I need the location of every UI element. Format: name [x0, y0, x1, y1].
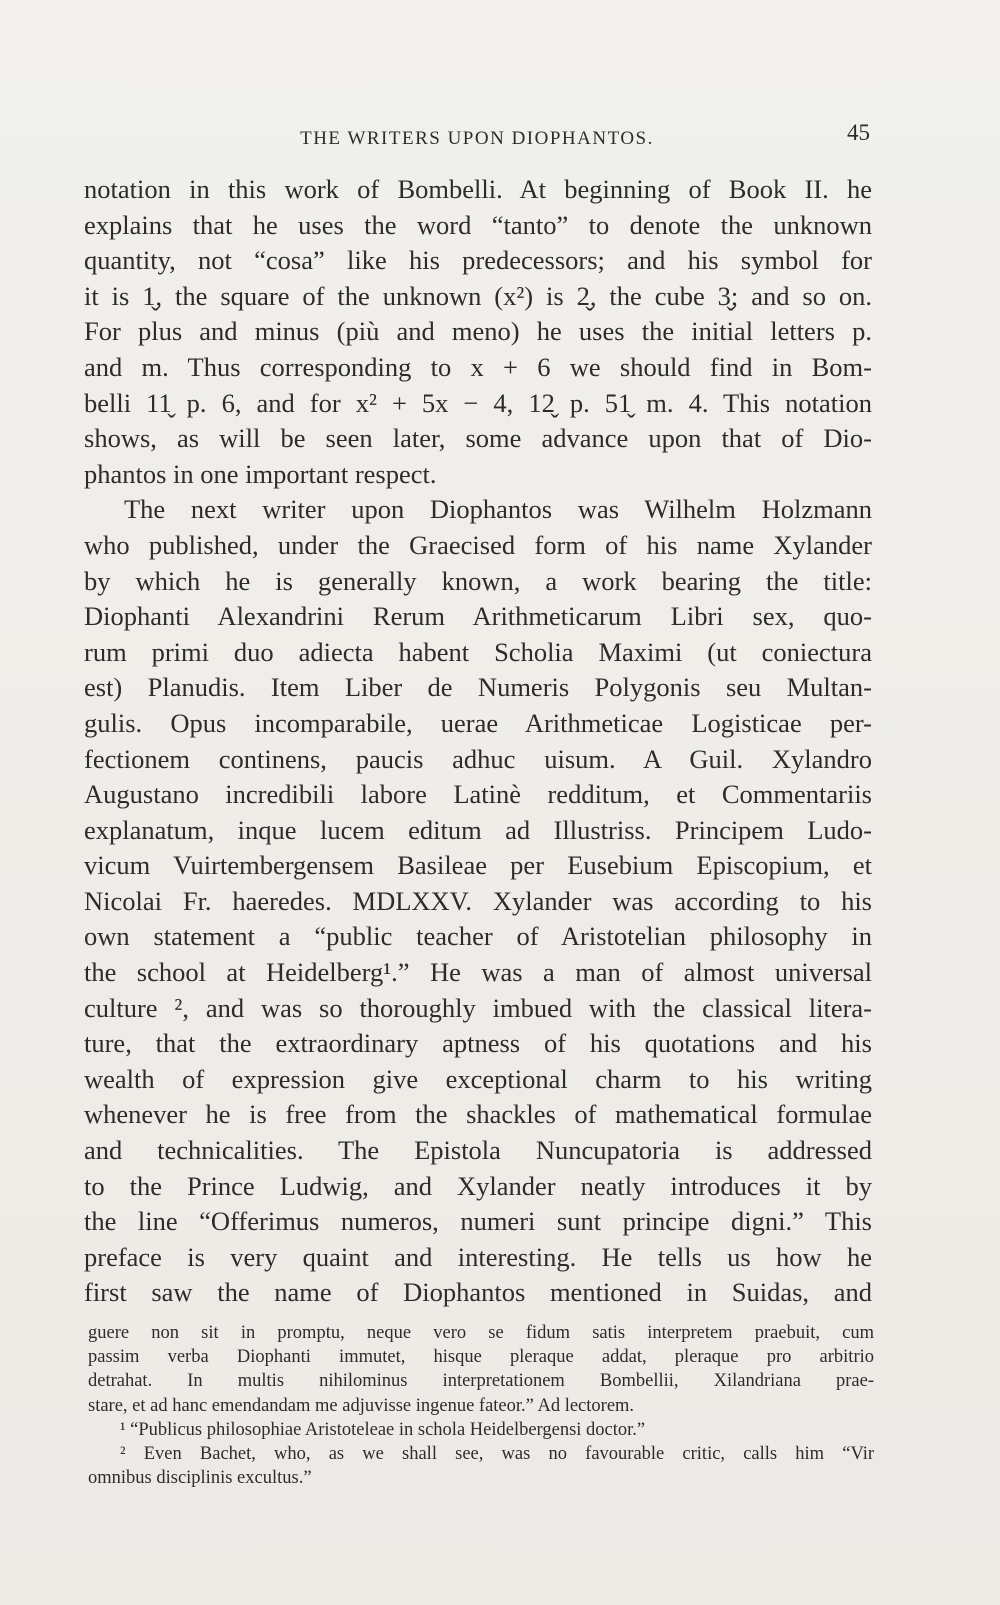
- text-line: and m. Thus corresponding to x + 6 we should find in Bom-: [84, 351, 872, 382]
- text-line: rum primi duo adiecta habent Scholia Maximi (ut coniectura: [84, 636, 872, 667]
- text-line: belli 11̬ p. 6, and for x² + 5x − 4, 12̬ p. 51̬ m. 4. This notation: [84, 387, 872, 418]
- text-line: notation in this work of Bombelli. At beginning of Book II. he: [84, 174, 872, 204]
- page-number: 45: [847, 120, 870, 145]
- footnote-line: detrahat. In multis nihilominus interpretationem Bombellii, Xilandriana prae-: [88, 1371, 874, 1392]
- footnote-1: ¹ “Publicus philosophiae Aristoteleae in schola Heidelbergensi doctor.”: [120, 1419, 646, 1440]
- running-title: THE WRITERS UPON DIOPHANTOS.: [300, 128, 654, 149]
- text-line: the school at Heidelberg¹.” He was a man of almost universal: [84, 957, 872, 988]
- text-line: to the Prince Ludwig, and Xylander neatly introduces it by: [84, 1170, 872, 1201]
- footnotes: [88, 1321, 874, 1490]
- text-line: gulis. Opus incomparabile, uerae Arithmeticae Logisticae per-: [84, 707, 872, 738]
- footnote-line: stare, et ad hanc emendandam me adjuvisse ingenue fateor.” Ad lectorem.: [88, 1395, 635, 1416]
- text-line: ture, that the extraordinary aptness of his quotations and his: [84, 1028, 872, 1059]
- text-line: explains that he uses the word “tanto” to denote the unknown: [84, 209, 872, 240]
- text-line: Nicolai Fr. haeredes. MDLXXV. Xylander was according to his: [84, 885, 872, 916]
- text-line: vicum Vuirtembergensem Basileae per Eusebium Episcopium, et: [84, 850, 872, 881]
- text-line: The next writer upon Diophantos was Wilhelm Holzmann: [124, 494, 872, 525]
- text-line: shows, as will be seen later, some advance upon that of Dio-: [84, 423, 872, 454]
- text-line: whenever he is free from the shackles of mathematical formulae: [84, 1099, 872, 1130]
- text-line: phantos in one important respect.: [84, 458, 437, 489]
- footnote-line: guere non sit in promptu, neque vero se fidum satis interpretem praebuit, cum: [88, 1323, 874, 1343]
- text-line: fectionem continens, paucis adhuc uisum. A Guil. Xylandro: [84, 743, 872, 774]
- text-line: who published, under the Graecised form of his name Xylander: [84, 529, 872, 560]
- text-line: explanatum, inque lucem editum ad Illustriss. Principem Ludo-: [84, 814, 872, 845]
- text-line: est) Planudis. Item Liber de Numeris Polygonis seu Multan-: [84, 672, 872, 703]
- text-line: quantity, not “cosa” like his predecessors; and his symbol for: [84, 245, 872, 276]
- text-line: wealth of expression give exceptional charm to his writing: [84, 1063, 872, 1094]
- footnote-2: ² Even Bachet, who, as we shall see, was no favourable critic, calls him “Vir: [120, 1443, 874, 1464]
- text-line: the line “Offerimus numeros, numeri sunt principe digni.” This: [84, 1206, 872, 1237]
- text-line: it is 1̬, the square of the unknown (x²) is 2̬, the cube 3̬; and so on.: [84, 280, 872, 311]
- text-line: own statement a “public teacher of Aristotelian philosophy in: [84, 921, 872, 952]
- text-line: first saw the name of Diophantos mentioned in Suidas, and: [84, 1277, 872, 1308]
- text-line: preface is very quaint and interesting. He tells us how he: [84, 1241, 872, 1272]
- body-text: [84, 172, 872, 1311]
- text-line: Diophanti Alexandrini Rerum Arithmeticarum Libri sex, quo-: [84, 601, 872, 632]
- running-head: [84, 120, 870, 154]
- text-line: by which he is generally known, a work bearing the title:: [84, 565, 872, 596]
- text-line: and technicalities. The Epistola Nuncupatoria is addressed: [84, 1135, 872, 1166]
- footnote-line: omnibus disciplinis excultus.”: [88, 1468, 312, 1489]
- text-line: Augustano incredibili labore Latinè redditum, et Commentariis: [84, 779, 872, 810]
- text-line: For plus and minus (più and meno) he uses the initial letters p.: [84, 316, 872, 347]
- text-line: culture ², and was so thoroughly imbued with the classical litera-: [84, 992, 872, 1023]
- footnote-line: passim verba Diophanti immutet, hisque pleraque addat, pleraque pro arbitrio: [88, 1347, 874, 1368]
